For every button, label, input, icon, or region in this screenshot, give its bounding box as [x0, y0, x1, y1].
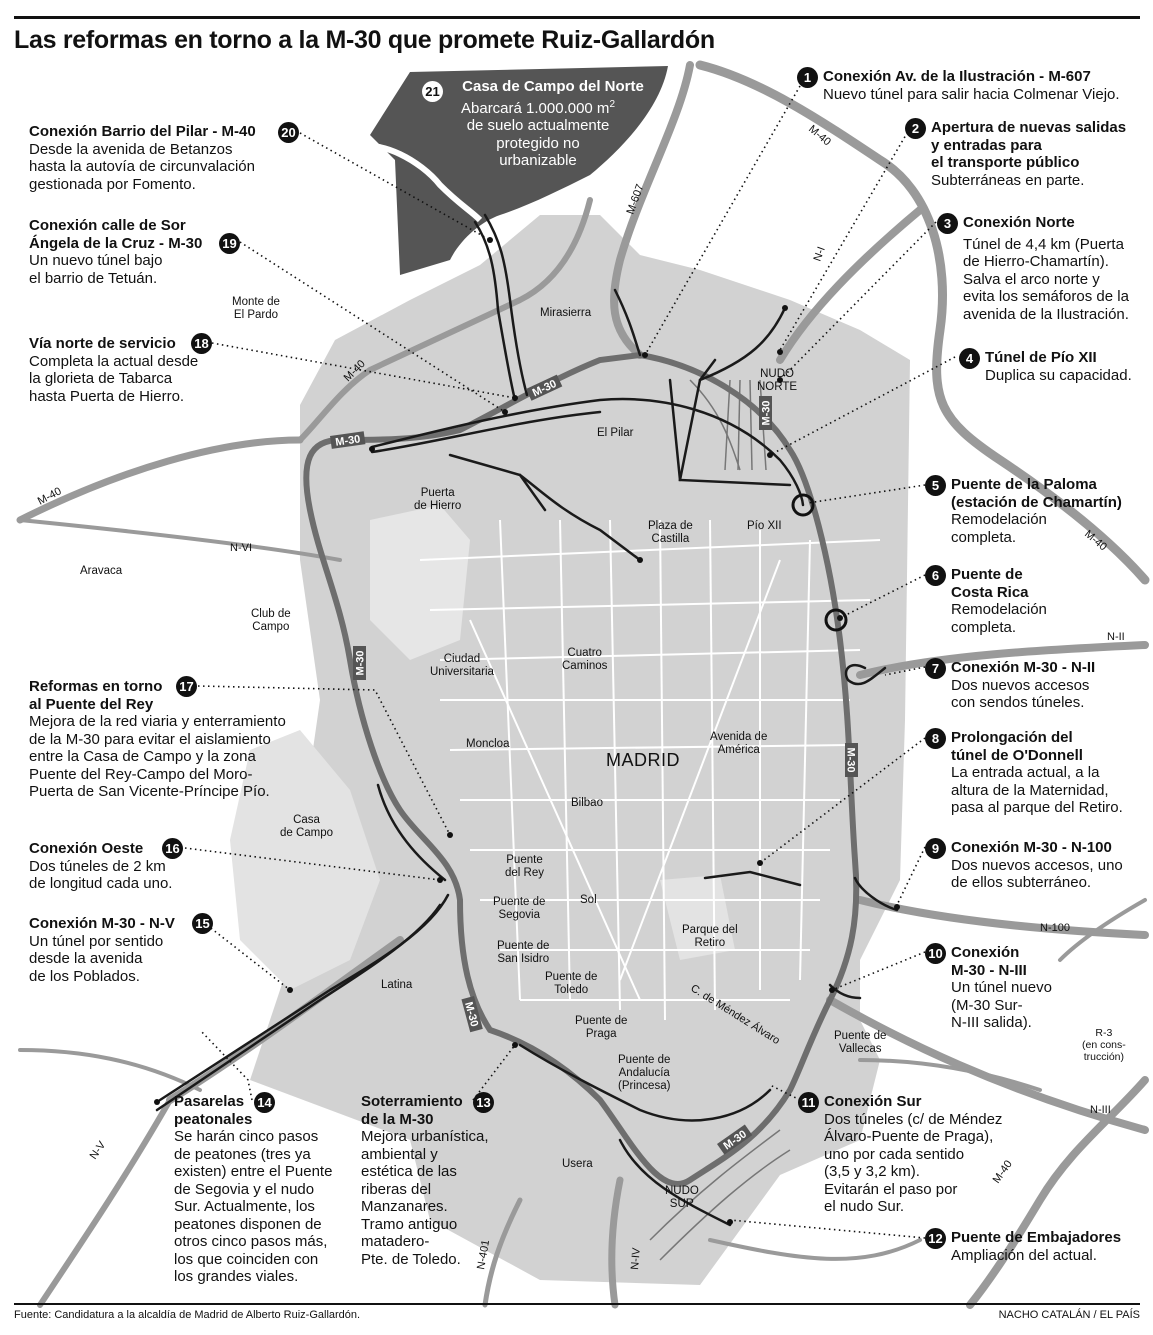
place-monte-pardo: Monte de El Pardo — [232, 296, 280, 321]
callout-4-number: 4 — [959, 348, 980, 369]
callout-4: Túnel de Pío XII Duplica su capacidad. — [985, 349, 1132, 384]
road-label-n2: N-II — [1107, 631, 1125, 643]
callout-6-number: 6 — [925, 565, 946, 586]
road-label-m40: M-40 — [341, 357, 368, 385]
place-puente-toledo: Puente de Toledo — [545, 971, 598, 996]
callout-20: Conexión Barrio del Pilar - M-40 Desde la avenida de Betanzos hasta la autovía de circunvalación gestionada por Fomento. — [29, 123, 256, 193]
callout-3-number: 3 — [937, 213, 958, 234]
m30-shield-label: M-30 — [760, 400, 773, 426]
callout-8-number: 8 — [925, 728, 946, 749]
callout-21-desc: Abarcará 1.000.000 $m^2$ — [461, 98, 615, 117]
place-aravaca: Aravaca — [80, 565, 123, 577]
road-label-m40: M-40 — [806, 123, 833, 149]
callout-9: Conexión M-30 - N-100 Dos nuevos accesos, uno de ellos subterráneo. — [951, 839, 1123, 891]
place-puerta-hierro: Puerta de Hierro — [414, 487, 462, 512]
place-cuatro-caminos: Cuatro Caminos — [562, 647, 608, 672]
callout-13: Soterramiento de la M-30 Mejora urbanística, ambiental y estética de las riberas del Manzanares. Tramo antiguo matadero- Pte. de Toledo. — [361, 1093, 489, 1268]
place-puente-san-isidro: Puente de San Isidro — [497, 940, 550, 965]
callout-19-number: 19 — [219, 233, 240, 254]
place-nudo-norte: NUDO NORTE — [757, 368, 798, 393]
callout-9-number: 9 — [925, 838, 946, 859]
callout-21-number: 21 — [422, 81, 443, 102]
road-label-m40: M-40 — [990, 1158, 1015, 1186]
callout-12: Puente de Embajadores Ampliación del actual. — [951, 1229, 1122, 1264]
callout-14: Pasarelas peatonales Se harán cinco pasos de peatones (tres ya existen) entre el Puente de Segovia y el nudo Sur. Actualmente, los peatones disponen de otros cinco pasos más, los que coinciden con los grandes viales. — [174, 1093, 333, 1285]
city-label: MADRID — [606, 750, 680, 770]
road-label-n6: N-VI — [230, 542, 252, 554]
road-label-mendez-alvaro: C. de Méndez Álvaro — [688, 982, 782, 1047]
callout-17: Reformas en torno al Puente del Rey Mejora de la red viaria y enterramiento de la M-30 para evitar el aislamiento entre la Casa de Campo y la zona Puente del Rey-Campo del Moro- Puerta de San Vicente-Príncipe Pío. — [29, 678, 286, 800]
callout-16-number: 16 — [162, 838, 183, 859]
place-el-pilar: El Pilar — [597, 427, 634, 439]
callout-2-number: 2 — [905, 118, 926, 139]
callout-5-number: 5 — [925, 475, 946, 496]
m30-shield-label: M-30 — [354, 650, 367, 676]
m30-shield-label: M-30 — [844, 747, 857, 773]
callout-6: Puente de Costa Rica Remodelación completa. — [951, 566, 1047, 636]
callout-2: Apertura de nuevas salidas y entradas para el transporte público Subterráneas en parte. — [931, 119, 1127, 189]
callout-7-number: 7 — [925, 658, 946, 679]
top-rule — [14, 16, 1140, 19]
road-label-n1: N-I — [811, 245, 828, 264]
callout-21-head: Casa de Campo del Norte — [462, 78, 644, 95]
place-ciudad-universitaria: Ciudad Universitaria — [430, 653, 494, 678]
callout-19: Conexión calle de Sor Ángela de la Cruz - M-30 Un nuevo túnel bajo el barrio de Tetuán. — [29, 217, 203, 287]
callout-3: Conexión Norte Túnel de 4,4 km (Puerta de Hierro-Chamartín). Salva el arco norte y evita los semáforos de la avenida de la Ilustración. — [963, 214, 1129, 323]
callout-7: Conexión M-30 - N-II Dos nuevos accesos con sendos túneles. — [951, 659, 1096, 711]
road-label-m40: M-40 — [35, 485, 64, 508]
callout-13-number: 13 — [473, 1092, 494, 1113]
callout-5: Puente de la Paloma (estación de Chamartín) Remodelación completa. — [951, 476, 1122, 546]
road-label-n4: N-IV — [629, 1247, 643, 1271]
place-parque-retiro: Parque del Retiro — [682, 924, 738, 949]
place-nudo-sur: NUDO SUR — [665, 1185, 699, 1210]
callout-16: Conexión Oeste Dos túneles de 2 km de longitud cada uno. — [29, 840, 173, 892]
callout-18-number: 18 — [191, 333, 212, 354]
place-usera: Usera — [562, 1158, 593, 1170]
place-r3: R-3 (en cons- trucción) — [1082, 1027, 1126, 1063]
m30-shield-label: M-30 — [334, 433, 362, 449]
road-label-n3: N-III — [1090, 1104, 1111, 1116]
callout-15-number: 15 — [192, 913, 213, 934]
place-latina: Latina — [381, 979, 413, 991]
road-label-n5: N-V — [87, 1139, 109, 1162]
callout-10: Conexión M-30 - N-III Un túnel nuevo (M-30 Sur- N-III salida). — [951, 944, 1052, 1031]
place-moncloa: Moncloa — [466, 738, 510, 750]
place-casa-campo: Casa de Campo — [280, 814, 334, 839]
callout-11-number: 11 — [798, 1092, 819, 1113]
place-puente-vallecas: Puente de Vallecas — [834, 1030, 887, 1055]
place-puente-andalucia: Puente de Andalucía (Princesa) — [618, 1054, 671, 1092]
place-puente-rey: Puente del Rey — [505, 854, 544, 879]
callout-15: Conexión M-30 - N-V Un túnel por sentido desde la avenida de los Poblados. — [29, 915, 175, 985]
source-note: Fuente: Candidatura a la alcaldía de Madrid de Alberto Ruiz-Gallardón. — [14, 1309, 361, 1321]
place-puente-praga: Puente de Praga — [575, 1015, 628, 1040]
callout-10-number: 10 — [925, 943, 946, 964]
m30-shield-label: M-30 — [530, 377, 559, 400]
m30-shield-label: M-30 — [462, 1000, 481, 1029]
place-avenida-america: Avenida de América — [710, 731, 768, 756]
place-plaza-castilla: Plaza de Castilla — [648, 520, 693, 545]
road-label-m40: M-40 — [1082, 528, 1109, 554]
credit-note: NACHO CATALÁN / EL PAÍS — [998, 1309, 1140, 1321]
callout-21: Casa de Campo del Norte Abarcará 1.000.000 $m^2$ de suelo actualmente protegido no urbanizable — [418, 78, 658, 170]
m30-shield-label: M-30 — [721, 1128, 749, 1153]
callout-1: Conexión Av. de la Ilustración - M-607 Nuevo túnel para salir hacia Colmenar Viejo. — [823, 68, 1120, 103]
place-puente-segovia: Puente de Segovia — [493, 896, 546, 921]
place-pio-xii: Pío XII — [747, 520, 782, 532]
callout-8: Prolongación del túnel de O'Donnell La entrada actual, a la altura de la Maternidad, pasa al parque del Retiro. — [951, 729, 1123, 816]
place-mirasierra: Mirasierra — [540, 307, 592, 319]
place-club-campo: Club de Campo — [251, 608, 291, 633]
place-bilbao: Bilbao — [571, 797, 603, 809]
road-label-n401: N-401 — [475, 1238, 493, 1271]
callout-20-number: 20 — [278, 122, 299, 143]
callout-12-number: 12 — [925, 1228, 946, 1249]
callout-11: Conexión Sur Dos túneles (c/ de Méndez Álvaro-Puente de Praga), uno por cada sentido (3,5 y 3,2 km). Evitarán el paso por el nudo Sur. — [824, 1093, 1003, 1215]
bottom-rule — [14, 1303, 1140, 1305]
callout-1-number: 1 — [797, 67, 818, 88]
page-title: Las reformas en torno a la M-30 que promete Ruiz-Gallardón — [14, 26, 715, 54]
callout-14-number: 14 — [254, 1092, 275, 1113]
place-sol: Sol — [580, 894, 597, 906]
callout-18: Vía norte de servicio Completa la actual desde la glorieta de Tabarca hasta Puerta de Hierro. — [29, 335, 199, 405]
road-label-m607: M-607 — [624, 182, 647, 217]
callout-17-number: 17 — [176, 676, 197, 697]
road-label-n100: N-100 — [1040, 922, 1070, 934]
